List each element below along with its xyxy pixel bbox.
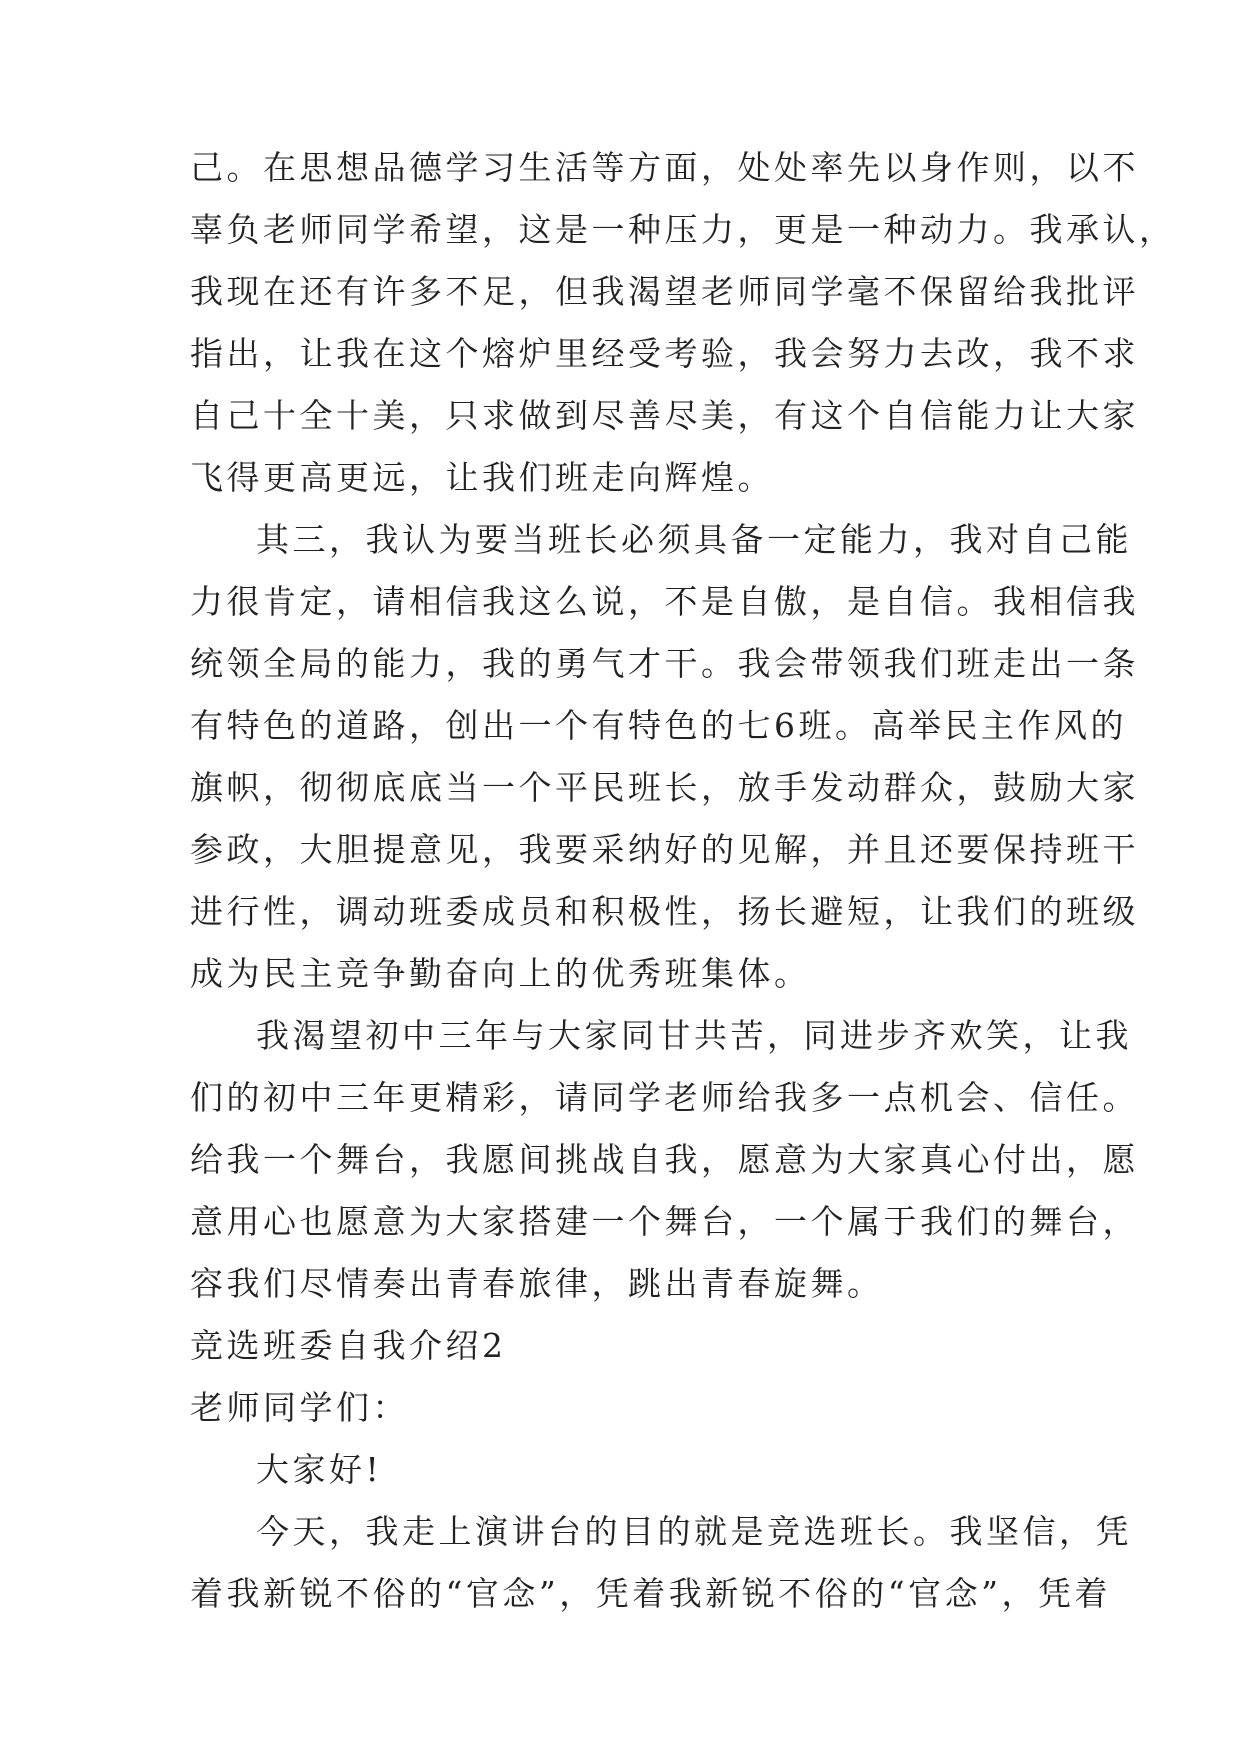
paragraph-line: 们的初中三年更精彩，请同学老师给我多一点机会、信任。 bbox=[190, 1078, 1139, 1117]
paragraph-line: 飞得更高更远，让我们班走向辉煌。 bbox=[190, 458, 774, 497]
paragraph-line: 意用心也愿意为大家搭建一个舞台，一个属于我们的舞台， bbox=[190, 1202, 1139, 1241]
paragraph-line: 统领全局的能力，我的勇气才干。我会带领我们班走出一条 bbox=[190, 644, 1139, 683]
paragraph-line: 自己十全十美，只求做到尽善尽美，有这个自信能力让大家 bbox=[190, 396, 1139, 435]
greeting: 大家好! bbox=[256, 1450, 383, 1489]
paragraph-line: 有特色的道路，创出一个有特色的七6班。高举民主作风的 bbox=[190, 706, 1127, 745]
paragraph-line: 己。在思想品德学习生活等方面，处处率先以身作则，以不 bbox=[190, 148, 1139, 187]
paragraph-line: 进行性，调动班委成员和积极性，扬长避短，让我们的班级 bbox=[190, 892, 1139, 931]
paragraph-line: 容我们尽情奏出青春旅律，跳出青春旋舞。 bbox=[190, 1264, 884, 1303]
paragraph-line: 成为民主竞争勤奋向上的优秀班集体。 bbox=[190, 954, 811, 993]
paragraph-line: 力很肯定，请相信我这么说，不是自傲，是自信。我相信我 bbox=[190, 582, 1139, 621]
paragraph-line: 参政，大胆提意见，我要采纳好的见解，并且还要保持班干 bbox=[190, 830, 1139, 869]
paragraph-line: 指出，让我在这个熔炉里经受考验，我会努力去改，我不求 bbox=[190, 334, 1139, 373]
paragraph-line: 我现在还有许多不足，但我渴望老师同学毫不保留给我批评 bbox=[190, 272, 1139, 311]
paragraph-line: 其三，我认为要当班长必须具备一定能力，我对自己能 bbox=[256, 520, 1132, 559]
paragraph-line: 今天，我走上演讲台的目的就是竞选班长。我坚信，凭 bbox=[256, 1512, 1132, 1551]
paragraph-line: 辜负老师同学希望，这是一种压力，更是一种动力。我承认， bbox=[190, 210, 1176, 249]
salutation: 老师同学们： bbox=[190, 1388, 409, 1427]
paragraph-line: 旗帜，彻彻底底当一个平民班长，放手发动群众，鼓励大家 bbox=[190, 768, 1139, 807]
section-heading: 竞选班委自我介绍2 bbox=[190, 1326, 507, 1365]
paragraph-line: 着我新锐不俗的“官念”，凭着我新锐不俗的“官念”，凭着 bbox=[190, 1574, 1111, 1613]
paragraph-line: 我渴望初中三年与大家同甘共苦，同进步齐欢笑，让我 bbox=[256, 1016, 1132, 1055]
paragraph-line: 给我一个舞台，我愿间挑战自我，愿意为大家真心付出，愿 bbox=[190, 1140, 1139, 1179]
